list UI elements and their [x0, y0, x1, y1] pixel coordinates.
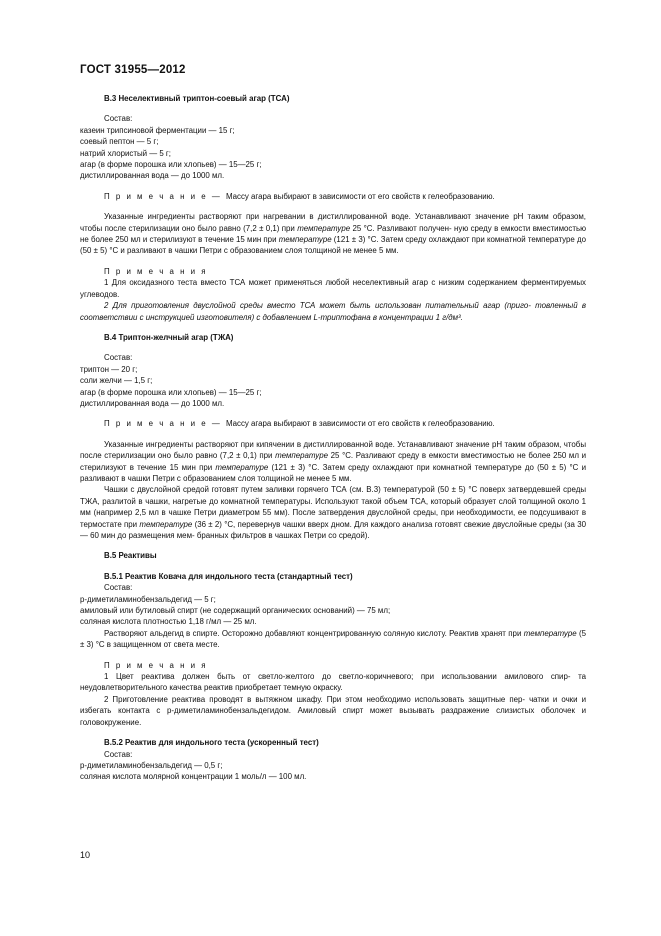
- b3-notes-label: П р и м е ч а н и я: [104, 266, 208, 276]
- b4-item: дистиллированная вода — до 1000 мл.: [80, 398, 225, 408]
- b3-item: соевый пептон — 5 г;: [80, 137, 159, 147]
- b3-composition-label: Состав:: [104, 114, 133, 124]
- b3-paragraph: Указанные ингредиенты растворяют при нагревании в дистиллированной воде. Устанавливают значение рН таким образом, чтобы после стерилизации оно было равно (7,2 ± 0,1) при температуре 25 °С. Разливают получен- ную среду в емкости вместимостью не более 250 мл и стерилизуют в течение 15 мин при температуре (121 ± 3) °С. Затем среду охлаждают при комнатной температуре до (50 ± 5) °С и разливают в чашки Петри с образованием слоя толщиной не менее 5 мм.: [80, 212, 586, 256]
- b51-composition-label: Состав:: [104, 583, 133, 593]
- b51-item: амиловый или бутиловый спирт (не содержащий органических оснований) — 75 мл;: [80, 606, 391, 616]
- b4-item: агар (в форме порошка или хлопьев) — 15—25 г;: [80, 387, 262, 397]
- b4-item: соли желчи — 1,5 г;: [80, 376, 153, 386]
- page-content: [80, 93, 586, 783]
- b52-item: соляная кислота молярной концентрации 1 моль/л — 100 мл.: [80, 772, 307, 782]
- b4-item: триптон — 20 г;: [80, 364, 138, 374]
- section-b3-heading: B.3 Неселективный триптон-соевый агар (ТСА): [104, 94, 290, 103]
- document-header: ГОСТ 31955—2012: [80, 64, 186, 76]
- b52-composition-label: Состав:: [104, 749, 133, 759]
- b3-note-2: 2 Для приготовления двуслойной среды вместо ТСА может быть использован питательный агар (приго- товленный в соответствии с инструкцией изготовителя) с добавлением L-триптофана в концентрации 1 г/дм³.: [80, 301, 587, 322]
- b51-item: p-диметиламинобензальдегид — 5 г;: [80, 594, 216, 604]
- section-b52-heading: B.5.2 Реактив для индольного теста (ускоренный тест): [104, 738, 319, 748]
- b3-item: казеин трипсиновой ферментации — 15 г;: [80, 125, 235, 135]
- b51-item: соляная кислота плотностью 1,18 г/мл — 25 мл.: [80, 617, 257, 627]
- b4-paragraph-1: Указанные ингредиенты растворяют при кипячении в дистиллированной воде. Устанавливают значение рН таким образом, чтобы после стерилизации оно было равно (7,2 ± 0,1) при температуре 25 °С. Разливают среду в емкости вместимостью не более 250 мл и стерилизуют в течение 15 мин при температуре (121 ± 3) °С. Затем среду охлаждают при комнатной температуре до (50 ± 5) °С и разливают в чашки Петри с образованием слоя толщиной не менее 5 мм.: [80, 439, 587, 483]
- section-b4-heading: B.4 Триптон-желчный агар (ТЖА): [104, 332, 234, 342]
- b4-paragraph-2: Чашки с двуслойной средой готовят путем заливки горячего ТСА (см. В.3) температурой (50 ± 5) °С поверх затвердевшей среды ТЖА, разлитой в чашки, нагретые до комнатной температуры. Используют такой объем ТСА, который образует слой толщиной около 1 мм (например 2,5 мл в чашке Петри диаметром 55 мм). После затвердения двуслойной среды, при необходимости, ее подсушивают в термостате при температуре (36 ± 2) °С, перевернув чашки вверх дном. Для каждого анализа готовят свежие двуслойные среды (за 30— 60 мин до размещения мем- бранных фильтров в чашках Петри со средой).: [80, 485, 587, 540]
- section-b51-heading: B.5.1 Реактив Ковача для индольного теста (стандартный тест): [104, 571, 353, 581]
- b3-note: П р и м е ч а н и е — Массу агара выбирают в зависимости от его свойств к гелеобразованию.: [104, 191, 495, 201]
- b52-item: p-диметиламинобензальдегид — 0,5 г;: [80, 760, 223, 770]
- b51-note-1: 1 Цвет реактива должен быть от светло-желтого до светло-коричневого; при использовании амилового спир- та неудовлетворительного качества реактив приобретает темную окраску.: [80, 672, 586, 693]
- b3-item: агар (в форме порошка или хлопьев) — 15—25 г;: [80, 160, 262, 170]
- b3-item: натрий хлористый — 5 г;: [80, 148, 171, 158]
- b4-composition-label: Состав:: [104, 353, 133, 363]
- page-number: 10: [80, 850, 91, 860]
- section-b5-heading: B.5 Реактивы: [104, 551, 157, 561]
- b3-item: дистиллированная вода — до 1000 мл.: [80, 171, 225, 181]
- b51-paragraph: Растворяют альдегид в спирте. Осторожно добавляют концентрированную соляную кислоту. Реактив хранят при температуре (5 ± 3) °С в защищенном от света месте.: [80, 628, 586, 650]
- b4-note: П р и м е ч а н и е — Массу агара выбирают в зависимости от его свойств к гелеобразованию.: [104, 419, 495, 429]
- b51-notes-label: П р и м е ч а н и я: [104, 660, 208, 670]
- b51-note-2: 2 Приготовление реактива проводят в вытяжном шкафу. При этом необходимо использовать защитные пер- чатки и очки и избегать контакта с p-диметиламинобензальдегидом. Амиловый спирт может вызывать раздражение слизистых оболочек и головокружение.: [80, 694, 587, 727]
- b3-note-1: 1 Для оксидазного теста вместо ТСА может применяться любой неселективный агар с низким содержанием ферментируемых углеводов.: [80, 278, 586, 299]
